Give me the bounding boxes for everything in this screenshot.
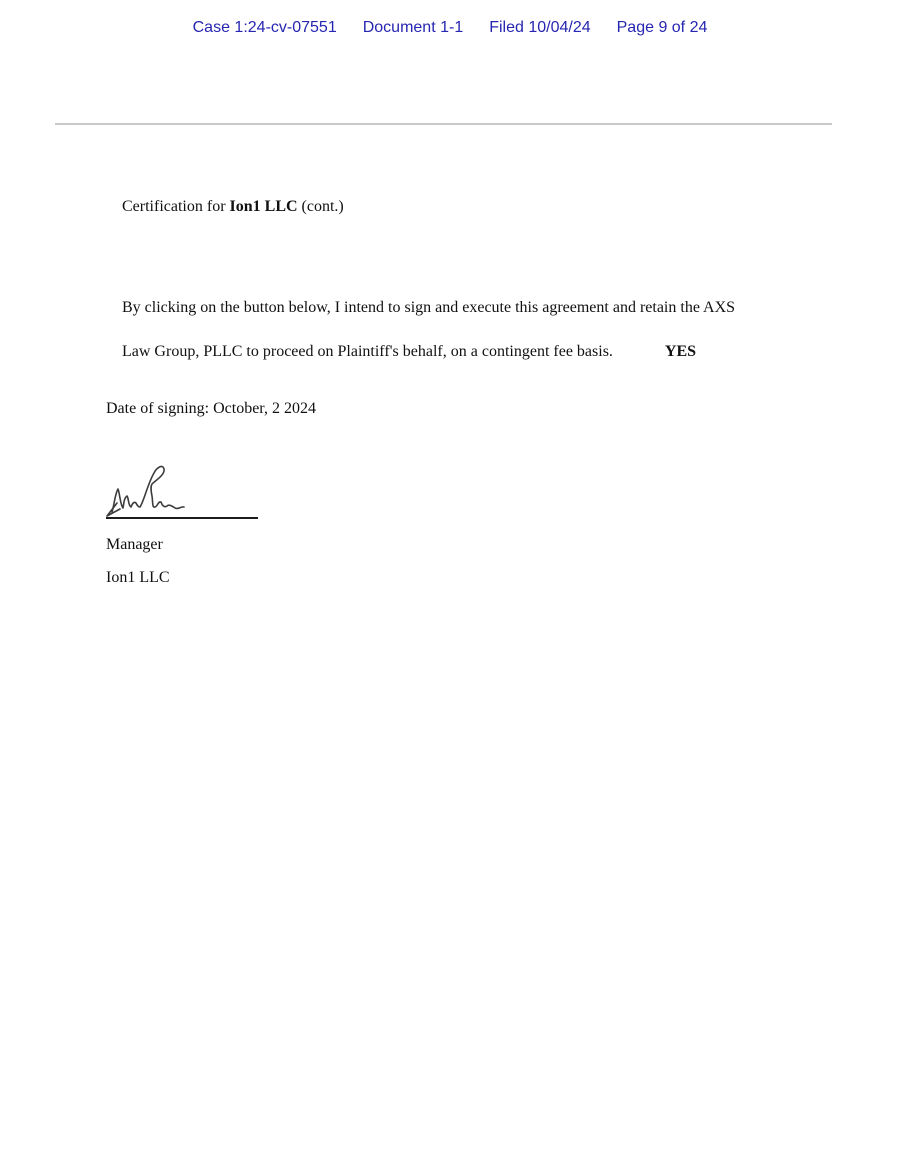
header-filed-date: Filed 10/04/24: [489, 19, 591, 36]
yes-answer: YES: [664, 343, 697, 360]
agreement-line2: Law Group, PLLC to proceed on Plaintiff's behalf, on a contingent fee basis.: [122, 343, 613, 360]
header-divider-rule: [55, 123, 832, 125]
signer-company: Ion1 LLC: [106, 569, 170, 586]
signature-line: [106, 517, 258, 519]
header-document-number: Document 1-1: [362, 19, 464, 36]
signer-title: Manager: [106, 536, 163, 553]
date-of-signing: Date of signing: October, 2 2024: [106, 400, 316, 417]
agreement-line1: By clicking on the button below, I intend to sign and execute this agreement and retain the AXS: [122, 299, 736, 316]
court-filing-header: [0, 18, 900, 38]
certification-title: [106, 174, 344, 240]
agreement-paragraph: [106, 275, 806, 385]
signature-image: [104, 463, 196, 519]
certification-suffix: (cont.): [297, 198, 344, 215]
header-page-number: Page 9 of 24: [616, 19, 708, 36]
header-case-number: Case 1:24-cv-07551: [192, 19, 337, 36]
certification-prefix: Certification for: [122, 198, 230, 215]
certification-entity: Ion1 LLC: [229, 198, 298, 215]
